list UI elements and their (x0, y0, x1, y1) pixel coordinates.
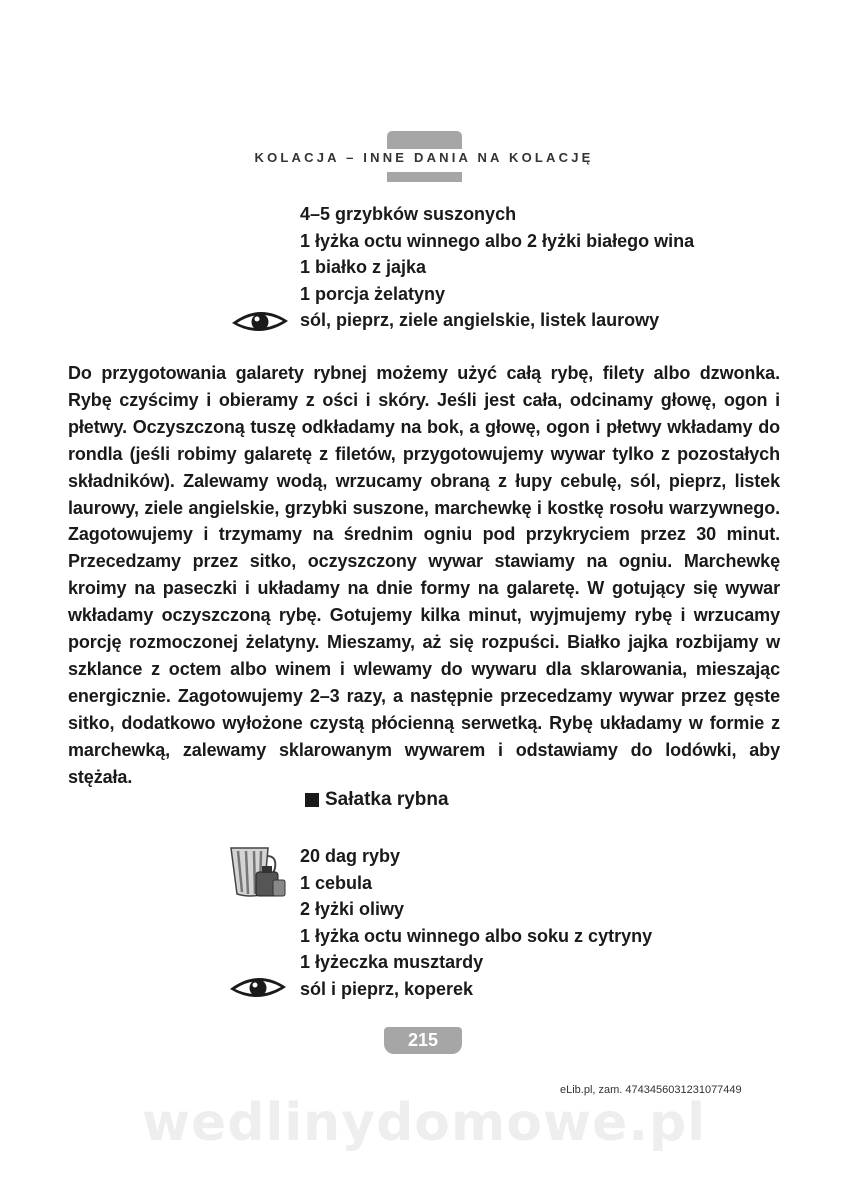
ingredient-list-salatka (300, 843, 652, 1002)
kitchen-utensils-icon (228, 842, 288, 902)
recipe-title: Sałatka rybna (325, 789, 449, 810)
page-number: 215 (384, 1027, 462, 1054)
ingredient-item: 1 łyżka octu winnego albo 2 łyżki białego wina (300, 230, 695, 251)
eye-icon (228, 972, 288, 1002)
header-tab-bottom (387, 172, 462, 182)
ingredient-item: 1 łyżeczka musztardy (300, 952, 484, 972)
ingredient-item: sól, pieprz, ziele angielskie, listek laurowy (300, 310, 660, 330)
eye-icon (230, 306, 290, 336)
recipe-instructions: Do przygotowania galarety rybnej możemy użyć całą rybę, filety albo dzwonka. Rybę czyścimy i obieramy z ości i skóry. Jeśli jest cała, odcinamy głowę, ogon i płetwy. Oczyszczoną tuszę odkładamy na bok, a głowę, ogon i płetwy wkładamy do rondla (jeśli robimy galaretę z filetów, przygotowujemy wywar tylko z pozostałych składników). Zalewamy wodą, wrzucamy obraną z łupy cebulę, sól, pieprz, listek laurowy, ziele angielskie, grzybki suszone, marchewkę i kostkę rosołu warzywnego. Zagotowujemy i trzymamy na średnim ogniu pod przykryciem przez 30 minut. Przecedzamy przez sitko, oczyszczony wywar stawiamy na ogniu. Marchewkę kroimy na paseczki i układamy na dnie formy na galaretę. W gotujący się wywar wkładamy oczyszczoną rybę. Gotujemy kilka minut, wyjmujemy rybę i wrzucamy porcję rozmoczonej żelatyny. Mieszamy, aż się rozpuści. Białko jajka rozbijamy w szklance z octem albo winem i wlewamy do wywaru dla sklarowania, mieszając energicznie. Zagotowujemy 2–3 razy, a następnie przecedzamy wywar przez gęste sitko, dodatkowo wyłożone czystą płócienną serwetką. Rybę układamy w formie z marchewką, zalewamy sklarowanym wywarem i odstawiamy do lodówki, aby stężała. (68, 363, 780, 787)
running-head: KOLACJA – INNE DANIA NA KOLACJĘ (254, 150, 594, 165)
ingredient-item: 1 białko z jajka (300, 257, 427, 277)
ingredient-item: 1 porcja żelatyny (300, 283, 446, 304)
header-tab-top (387, 131, 462, 149)
ingredient-item: sól i pieprz, koperek (300, 978, 474, 999)
ingredient-item: 1 cebula (300, 872, 373, 893)
watermark: wedlinydomowe.pl (141, 1093, 707, 1153)
elib-id: eLib.pl, zam. 4743456031231077449 (560, 1084, 742, 1096)
ingredient-list-galareta (300, 201, 694, 334)
bullet-square-icon (305, 793, 319, 807)
ingredient-item: 2 łyżki oliwy (300, 899, 405, 919)
ingredient-item: 4–5 grzybków suszonych (300, 204, 517, 224)
ingredient-item: 20 dag ryby (300, 846, 401, 866)
ingredient-item: 1 łyżka octu winnego albo soku z cytryny (300, 925, 653, 946)
section-title (305, 789, 449, 811)
